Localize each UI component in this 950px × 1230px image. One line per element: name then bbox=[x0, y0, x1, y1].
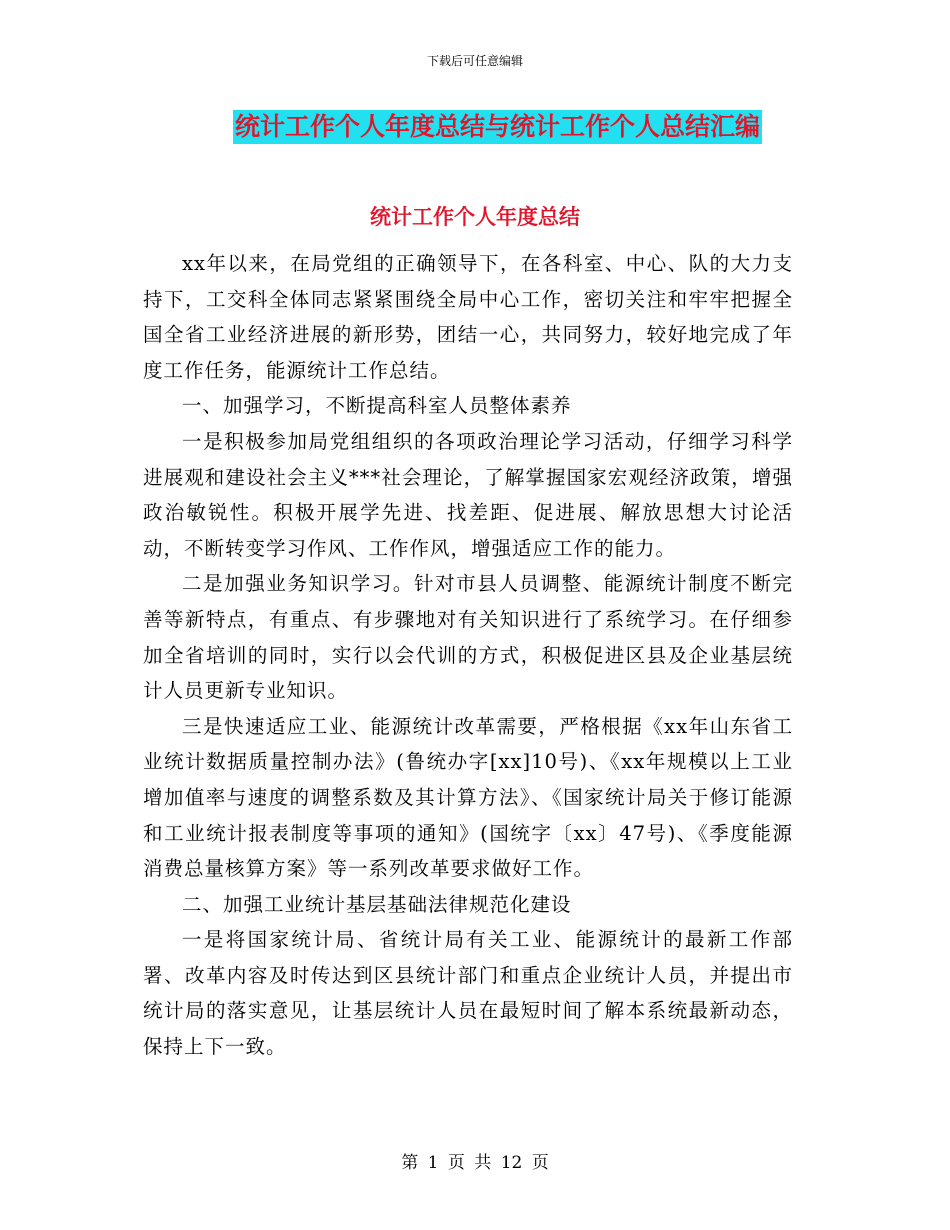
document-body bbox=[143, 246, 793, 1065]
section-title: 统计工作个人年度总结 bbox=[370, 205, 580, 229]
header-note: 下载后可任意编辑 bbox=[426, 54, 523, 68]
page-footer: 第 1 页 共 12 页 bbox=[401, 1153, 549, 1173]
document-title-container bbox=[0, 110, 950, 144]
heading-paragraph: 二、加强工业统计基层基础法律规范化建设 bbox=[182, 892, 572, 916]
paragraph: xx年以来，在局党组的正确领导下，在各科室、中心、队的大力支持下，工交科全体同志紧紧围绕全局中心工作，密切关注和牢牢把握全国全省工业经济进展的新形势，团结一心，共同努力，较好地完成了年度工作任务，能源统计工作总结。 bbox=[143, 252, 793, 382]
document-title: 统计工作个人年度总结与统计工作个人总结汇编 bbox=[233, 110, 762, 144]
paragraph: 一是积极参加局党组组织的各项政治理论学习活动，仔细学习科学进展观和建设社会主义***社会理论，了解掌握国家宏观经济政策，增强政治敏锐性。积极开展学先进、找差距、促进展、解放思想大讨论活动，不断转变学习作风、工作作风，增强适应工作的能力。 bbox=[143, 429, 793, 560]
paragraph: 二是加强业务知识学习。针对市县人员调整、能源统计制度不断完善等新特点，有重点、有步骤地对有关知识进行了系统学习。在仔细参加全省培训的同时，实行以会代训的方式，积极促进区县及企业基层统计人员更新专业知识。 bbox=[143, 572, 793, 703]
paragraph: 三是快速适应工业、能源统计改革需要，严格根据《xx年山东省工业统计数据质量控制办法》(鲁统办字[xx]10号)、《xx年规模以上工业增加值率与速度的调整系数及其计算方法》、《国家统计局关于修订能源和工业统计报表制度等事项的通知》(国统字〔xx〕47号)、《季度能源消费总量核算方案》等一系列改革要求做好工作。 bbox=[143, 714, 793, 881]
paragraph: 一是将国家统计局、省统计局有关工业、能源统计的最新工作部署、改革内容及时传达到区县统计部门和重点企业统计人员，并提出市统计局的落实意见，让基层统计人员在最短时间了解本系统最新动态，保持上下一致。 bbox=[143, 928, 793, 1059]
heading-paragraph: 一、加强学习，不断提高科室人员整体素养 bbox=[182, 394, 572, 418]
